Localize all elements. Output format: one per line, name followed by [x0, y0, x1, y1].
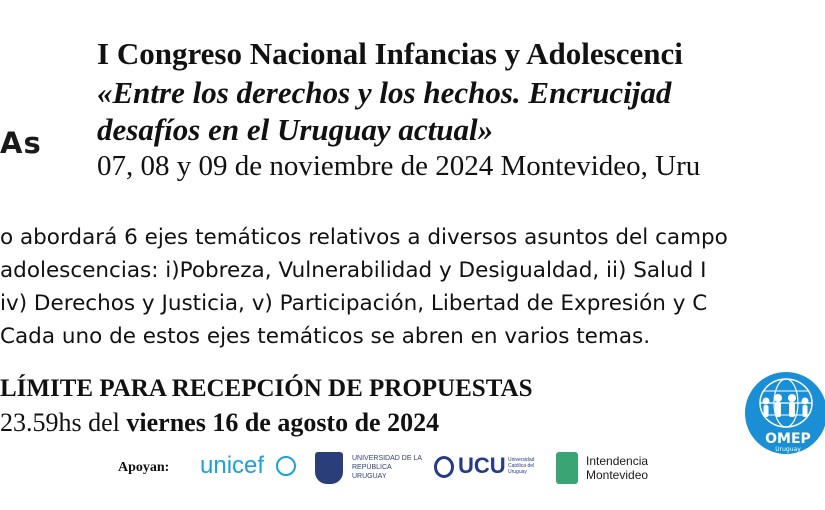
congress-subtitle-line1: «Entre los derechos y los hechos. Encrucijad [97, 75, 672, 110]
omep-name: OMEP [765, 431, 811, 447]
sponsors-label: Apoyan: [118, 460, 170, 475]
deadline-heading: LÍMITE PARA RECEPCIÓN DE PROPUESTAS [0, 375, 533, 402]
body-text-line: iv) Derechos y Justicia, v) Participación, Libertad de Expresión y C [0, 291, 708, 316]
unicef-emblem-icon [276, 456, 296, 476]
sponsors-bar [118, 448, 678, 488]
intendencia-emblem-icon [556, 452, 578, 484]
omep-logo [744, 371, 825, 455]
body-text-line: o abordará 6 ejes temáticos relativos a diversos asuntos del campo [0, 225, 728, 250]
intendencia-logo-text: Intendencia Montevideo [586, 454, 649, 482]
deadline-date: viernes 16 de agosto de 2024 [126, 408, 440, 437]
unicef-logo: unicef [200, 452, 265, 479]
congress-subtitle-line2: desafíos en el Uruguay actual» [97, 112, 494, 147]
body-text-line: Cada uno de estos ejes temáticos se abren en varios temas. [0, 324, 651, 349]
ucu-emblem-icon [434, 456, 454, 478]
ucu-logo-subtext: Universidad Católica del Uruguay [508, 457, 535, 475]
deadline-prefix: 23.59hs del [0, 408, 127, 437]
udelar-logo-text: UNIVERSIDAD DE LA REPÚBLICA URUGUAY [352, 455, 422, 480]
omep-country: Uruguay [775, 446, 801, 453]
udelar-shield-icon [315, 452, 343, 484]
congress-dates: 07, 08 y 09 de noviembre de 2024 Montevideo, Uru [97, 150, 701, 182]
logo-fragment: As [0, 126, 42, 160]
congress-title: I Congreso Nacional Infancias y Adolescenci [97, 36, 683, 71]
deadline-text [0, 408, 439, 438]
ucu-logo: UCU [458, 453, 506, 478]
body-text-line: adolescencias: i)Pobreza, Vulnerabilidad y Desigualdad, ii) Salud I [0, 258, 707, 283]
